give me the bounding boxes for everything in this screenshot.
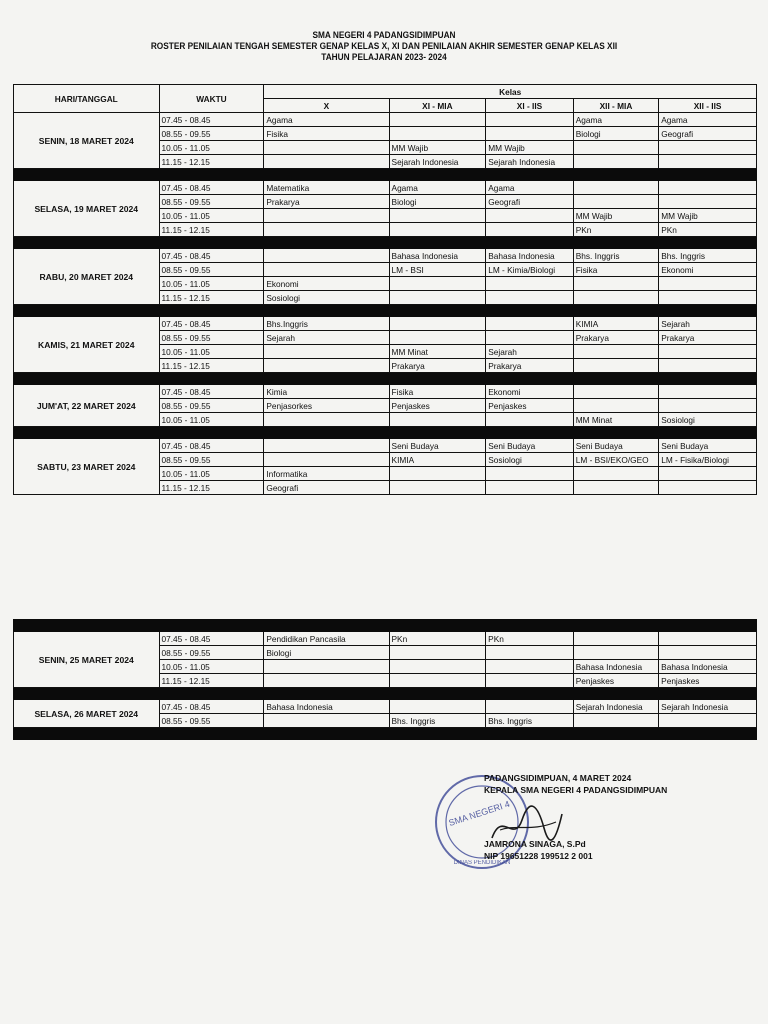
time-cell: 10.05 - 11.05 [159, 413, 264, 427]
time-cell: 11.15 - 12.15 [159, 155, 264, 169]
time-cell: 07.45 - 08.45 [159, 632, 264, 646]
subject-cell: MM Wajib [389, 141, 486, 155]
subject-cell [389, 467, 486, 481]
subject-cell [573, 481, 658, 495]
subject-cell [486, 674, 574, 688]
time-cell: 10.05 - 11.05 [159, 345, 264, 359]
subject-cell [389, 209, 486, 223]
subject-cell [389, 646, 486, 660]
subject-cell: Sejarah Indonesia [659, 700, 757, 714]
day-cell: SENIN, 25 MARET 2024 [14, 632, 160, 688]
subject-cell [573, 291, 658, 305]
subject-cell: Agama [389, 181, 486, 195]
time-cell: 10.05 - 11.05 [159, 660, 264, 674]
subject-cell: Bhs.Inggris [264, 317, 389, 331]
day-cell: RABU, 20 MARET 2024 [14, 249, 160, 305]
subject-cell [573, 345, 658, 359]
subject-cell: Matematika [264, 181, 389, 195]
subject-cell: Biologi [573, 127, 658, 141]
subject-cell: PKn [389, 632, 486, 646]
subject-cell [486, 700, 574, 714]
subject-cell: Agama [486, 181, 574, 195]
subject-cell: Sosiologi [486, 453, 574, 467]
subject-cell: Agama [659, 113, 757, 127]
subject-cell: MM Minat [573, 413, 658, 427]
subject-cell [573, 155, 658, 169]
day-cell: SABTU, 23 MARET 2024 [14, 439, 160, 495]
day-cell: KAMIS, 21 MARET 2024 [14, 317, 160, 373]
subject-cell [389, 127, 486, 141]
separator-cell [14, 728, 757, 740]
day-separator [14, 427, 757, 439]
subject-cell: Bahasa Indonesia [389, 249, 486, 263]
time-cell: 11.15 - 12.15 [159, 223, 264, 237]
subject-cell: Fisika [264, 127, 389, 141]
table-row [14, 249, 757, 263]
subject-cell [573, 195, 658, 209]
subject-cell: MM Wajib [486, 141, 574, 155]
table-row [14, 439, 757, 453]
subject-cell [389, 317, 486, 331]
subject-cell: Biologi [389, 195, 486, 209]
subject-cell [659, 277, 757, 291]
subject-cell: LM - BSI/EKO/GEO [573, 453, 658, 467]
academic-year: TAHUN PELAJARAN 2023- 2024 [321, 52, 447, 62]
day-separator [14, 305, 757, 317]
time-cell: 10.05 - 11.05 [159, 209, 264, 223]
subject-cell [389, 113, 486, 127]
subject-cell [659, 714, 757, 728]
schedule-body [14, 620, 757, 740]
day-separator [14, 373, 757, 385]
time-cell: 10.05 - 11.05 [159, 141, 264, 155]
table-row [14, 317, 757, 331]
subject-cell: Sejarah Indonesia [486, 155, 574, 169]
subject-cell: Bhs. Inggris [659, 249, 757, 263]
subject-cell [264, 223, 389, 237]
time-cell: 10.05 - 11.05 [159, 277, 264, 291]
schedule-body [14, 113, 757, 495]
document-header [31, 30, 738, 63]
subject-cell [486, 223, 574, 237]
subject-cell: Sejarah [486, 345, 574, 359]
subject-cell [264, 155, 389, 169]
subject-cell: KIMIA [573, 317, 658, 331]
subject-cell [264, 209, 389, 223]
subject-cell: LM - BSI [389, 263, 486, 277]
subject-cell: Informatika [264, 467, 389, 481]
subject-cell [486, 660, 574, 674]
header-kelas: Kelas [264, 85, 757, 99]
day-cell: SENIN, 18 MARET 2024 [14, 113, 160, 169]
subject-cell: PKn [659, 223, 757, 237]
subject-cell [264, 674, 389, 688]
signer-name: JAMRONA SINAGA, S.Pd [484, 839, 586, 849]
time-cell: 11.15 - 12.15 [159, 291, 264, 305]
header-class: XII - MIA [573, 99, 658, 113]
subject-cell: Agama [573, 113, 658, 127]
place-date: PADANGSIDIMPUAN, 4 MARET 2024 [484, 773, 632, 783]
subject-cell [264, 141, 389, 155]
day-separator [14, 169, 757, 181]
day-separator [14, 620, 757, 632]
subject-cell [389, 674, 486, 688]
subject-cell [659, 195, 757, 209]
time-cell: 08.55 - 09.55 [159, 195, 264, 209]
subject-cell [264, 453, 389, 467]
subject-cell: LM - Fisika/Biologi [659, 453, 757, 467]
subject-cell: Penjasorkes [264, 399, 389, 413]
subject-cell: Geografi [486, 195, 574, 209]
subject-cell [486, 646, 574, 660]
time-cell: 07.45 - 08.45 [159, 181, 264, 195]
subject-cell [486, 209, 574, 223]
separator-cell [14, 620, 757, 632]
subject-cell [389, 223, 486, 237]
subject-cell [486, 467, 574, 481]
subject-cell [389, 700, 486, 714]
table-row [14, 700, 757, 714]
separator-cell [14, 427, 757, 439]
exam-schedule-table [13, 84, 757, 495]
subject-cell: Seni Budaya [659, 439, 757, 453]
subject-cell: Penjaskes [573, 674, 658, 688]
subject-cell: Bahasa Indonesia [573, 660, 658, 674]
subject-cell: Ekonomi [659, 263, 757, 277]
signature-block [484, 772, 667, 862]
subject-cell: KIMIA [389, 453, 486, 467]
svg-text:SMA NEGERI 4: SMA NEGERI 4 [447, 798, 511, 829]
subject-cell [264, 359, 389, 373]
header-day: HARI/TANGGAL [14, 85, 160, 113]
subject-cell [486, 277, 574, 291]
subject-cell: Bhs. Inggris [573, 249, 658, 263]
time-cell: 10.05 - 11.05 [159, 467, 264, 481]
subject-cell [486, 127, 574, 141]
subject-cell [659, 385, 757, 399]
subject-cell [264, 249, 389, 263]
subject-cell [659, 345, 757, 359]
subject-cell [264, 714, 389, 728]
subject-cell [573, 385, 658, 399]
subject-cell: Sosiologi [659, 413, 757, 427]
day-cell: SELASA, 26 MARET 2024 [14, 700, 160, 728]
subject-cell: Prakarya [659, 331, 757, 345]
subject-cell: Geografi [659, 127, 757, 141]
subject-cell: Seni Budaya [389, 439, 486, 453]
subject-cell: PKn [573, 223, 658, 237]
separator-cell [14, 237, 757, 249]
subject-cell: Bahasa Indonesia [264, 700, 389, 714]
subject-cell [389, 291, 486, 305]
subject-cell [264, 263, 389, 277]
separator-cell [14, 688, 757, 700]
subject-cell: MM Wajib [659, 209, 757, 223]
subject-cell: Sejarah Indonesia [389, 155, 486, 169]
subject-cell: Fisika [389, 385, 486, 399]
time-cell: 07.45 - 08.45 [159, 700, 264, 714]
subject-cell: Biologi [264, 646, 389, 660]
subject-cell: Ekonomi [486, 385, 574, 399]
subject-cell [573, 632, 658, 646]
subject-cell: Fisika [573, 263, 658, 277]
subject-cell: Prakarya [486, 359, 574, 373]
header-time: WAKTU [159, 85, 264, 113]
subject-cell [659, 399, 757, 413]
subject-cell [389, 331, 486, 345]
subject-cell [573, 141, 658, 155]
subject-cell [659, 291, 757, 305]
subject-cell [659, 646, 757, 660]
svg-text:DINAS PENDIDIKAN: DINAS PENDIDIKAN [453, 860, 511, 866]
table-footer-bar [14, 728, 757, 740]
subject-cell: Seni Budaya [486, 439, 574, 453]
subject-cell: Sejarah Indonesia [573, 700, 658, 714]
day-cell: SELASA, 19 MARET 2024 [14, 181, 160, 237]
subject-cell [659, 467, 757, 481]
time-cell: 07.45 - 08.45 [159, 113, 264, 127]
subject-cell [486, 413, 574, 427]
time-cell: 08.55 - 09.55 [159, 646, 264, 660]
subject-cell [389, 660, 486, 674]
subject-cell [573, 277, 658, 291]
subject-cell: Prakarya [389, 359, 486, 373]
subject-cell: Penjaskes [659, 674, 757, 688]
subject-cell: Bhs. Inggris [389, 714, 486, 728]
time-cell: 08.55 - 09.55 [159, 331, 264, 345]
table-row [14, 385, 757, 399]
subject-cell: Kimia [264, 385, 389, 399]
subject-cell [573, 399, 658, 413]
day-separator [14, 688, 757, 700]
subject-cell [573, 359, 658, 373]
subject-cell [389, 413, 486, 427]
subject-cell: Prakarya [264, 195, 389, 209]
time-cell: 07.45 - 08.45 [159, 249, 264, 263]
subject-cell [264, 660, 389, 674]
header-class: XI - IIS [486, 99, 574, 113]
subject-cell: LM - Kimia/Biologi [486, 263, 574, 277]
subject-cell [573, 714, 658, 728]
subject-cell [659, 359, 757, 373]
subject-cell [573, 646, 658, 660]
time-cell: 07.45 - 08.45 [159, 439, 264, 453]
subject-cell [486, 481, 574, 495]
time-cell: 08.55 - 09.55 [159, 714, 264, 728]
subject-cell [486, 331, 574, 345]
signer-position: KEPALA SMA NEGERI 4 PADANGSIDIMPUAN [484, 785, 668, 795]
day-cell: JUM'AT, 22 MARET 2024 [14, 385, 160, 427]
subject-cell [486, 291, 574, 305]
subject-cell: Sejarah [659, 317, 757, 331]
subject-cell: Geografi [264, 481, 389, 495]
subject-cell [264, 413, 389, 427]
subject-cell: Ekonomi [264, 277, 389, 291]
subject-cell [573, 181, 658, 195]
time-cell: 11.15 - 12.15 [159, 359, 264, 373]
time-cell: 08.55 - 09.55 [159, 127, 264, 141]
subject-cell [659, 141, 757, 155]
subject-cell [264, 345, 389, 359]
subject-cell: Pendidikan Pancasila [264, 632, 389, 646]
school-name: SMA NEGERI 4 PADANGSIDIMPUAN [312, 30, 456, 40]
time-cell: 08.55 - 09.55 [159, 399, 264, 413]
document-title: ROSTER PENILAIAN TENGAH SEMESTER GENAP KELAS X, XI DAN PENILAIAN AKHIR SEMESTER GENAP KELAS XII [150, 41, 618, 51]
subject-cell [389, 481, 486, 495]
subject-cell: MM Wajib [573, 209, 658, 223]
signer-nip: NIP 19651228 199512 2 001 [484, 851, 593, 861]
subject-cell [659, 632, 757, 646]
subject-cell: Prakarya [573, 331, 658, 345]
table-row [14, 181, 757, 195]
subject-cell [573, 467, 658, 481]
separator-cell [14, 305, 757, 317]
table-row [14, 113, 757, 127]
header-class: X [264, 99, 389, 113]
time-cell: 11.15 - 12.15 [159, 481, 264, 495]
subject-cell [264, 439, 389, 453]
subject-cell: PKn [486, 632, 574, 646]
table-row [14, 632, 757, 646]
time-cell: 07.45 - 08.45 [159, 385, 264, 399]
subject-cell: Bhs. Inggris [486, 714, 574, 728]
time-cell: 07.45 - 08.45 [159, 317, 264, 331]
time-cell: 08.55 - 09.55 [159, 453, 264, 467]
subject-cell [389, 277, 486, 291]
exam-schedule-table-continued [13, 619, 757, 740]
subject-cell [659, 481, 757, 495]
header-class: XII - IIS [659, 99, 757, 113]
subject-cell: Sejarah [264, 331, 389, 345]
subject-cell [486, 113, 574, 127]
subject-cell: Seni Budaya [573, 439, 658, 453]
day-separator [14, 237, 757, 249]
header-class: XI - MIA [389, 99, 486, 113]
separator-cell [14, 169, 757, 181]
subject-cell: Penjaskes [486, 399, 574, 413]
subject-cell: Penjaskes [389, 399, 486, 413]
subject-cell [659, 155, 757, 169]
subject-cell [486, 317, 574, 331]
time-cell: 08.55 - 09.55 [159, 263, 264, 277]
subject-cell: Agama [264, 113, 389, 127]
subject-cell: Sosiologi [264, 291, 389, 305]
time-cell: 11.15 - 12.15 [159, 674, 264, 688]
subject-cell: MM Minat [389, 345, 486, 359]
separator-cell [14, 373, 757, 385]
subject-cell [659, 181, 757, 195]
subject-cell: Bahasa Indonesia [486, 249, 574, 263]
subject-cell: Bahasa Indonesia [659, 660, 757, 674]
